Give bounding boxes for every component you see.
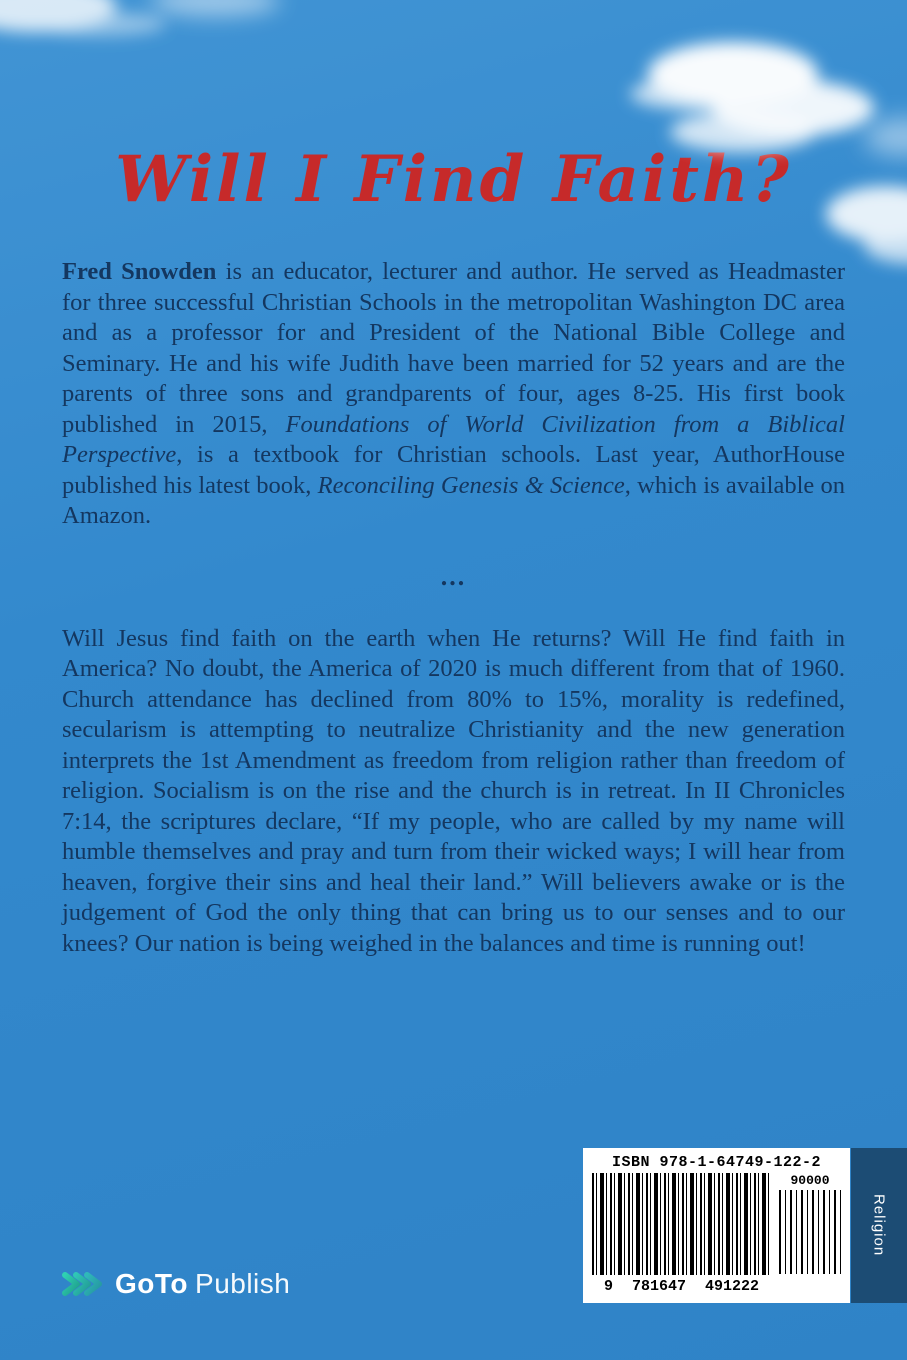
category-label: Religion xyxy=(870,1194,888,1257)
barcode-digits: 9 781647 491222 xyxy=(603,1278,760,1295)
synopsis-text: Will Jesus find faith on the earth when He returns? Will He find faith in America? No doubt, the America of 2020 is much different from that of 1960. Church attendance has declined from 80% to 15%, morality is redefined, secularism is attempting to neutralize Christianity and the new generation interprets the 1st Amendment as freedom from religion rather than freedom of religion. Socialism is on the rise and the church is in retreat. In II Chronicles 7:14, the scriptures declare, “If my people, who are called by my name will humble themselves and pray and turn from their wicked ways; I will hear from heaven, forgive their sins and heal their land.” Will believers awake or is the judgement of God the only thing that can bring us to our senses and to our knees? Our nation is being weighed in the balances and time is running out! xyxy=(62,624,845,957)
barcode-block xyxy=(583,1148,850,1303)
category-strip xyxy=(851,1148,907,1303)
isbn-text: ISBN 978-1-64749-122-2 xyxy=(611,1154,822,1171)
publisher-logo xyxy=(58,1262,290,1306)
barcode-addon-bars xyxy=(779,1190,841,1274)
barcode-addon-code: 90000 xyxy=(790,1173,830,1188)
author-bio: Fred Snowden is an educator, lecturer and author. He served as Headmaster for three successful Christian Schools in the metropolitan Washington DC area and as a professor for and President of the National Bible College and Seminary. He and his wife Judith have been married for 52 years and are the parents of three sons and grandparents of four, ages 8-25. His first book published in 2015, Foundations of World Civilization from a Biblical Perspective, is a textbook for Christian schools. Last year, AuthorHouse published his latest book, Reconciling Genesis & Science, which is available on Amazon. xyxy=(62,258,846,529)
barcode-addon xyxy=(779,1173,841,1295)
publisher-name xyxy=(115,1268,290,1300)
book-title: Will I Find Faith? xyxy=(115,142,792,217)
publisher-name-bold: GoTo xyxy=(115,1268,189,1299)
barcode-bars xyxy=(592,1173,771,1275)
barcode-row xyxy=(592,1173,841,1295)
barcode-main xyxy=(592,1173,771,1295)
goto-publish-icon xyxy=(58,1262,102,1306)
cloud xyxy=(648,42,818,106)
separator-dots: ... xyxy=(440,561,467,591)
publisher-name-regular: Publish xyxy=(195,1268,291,1299)
